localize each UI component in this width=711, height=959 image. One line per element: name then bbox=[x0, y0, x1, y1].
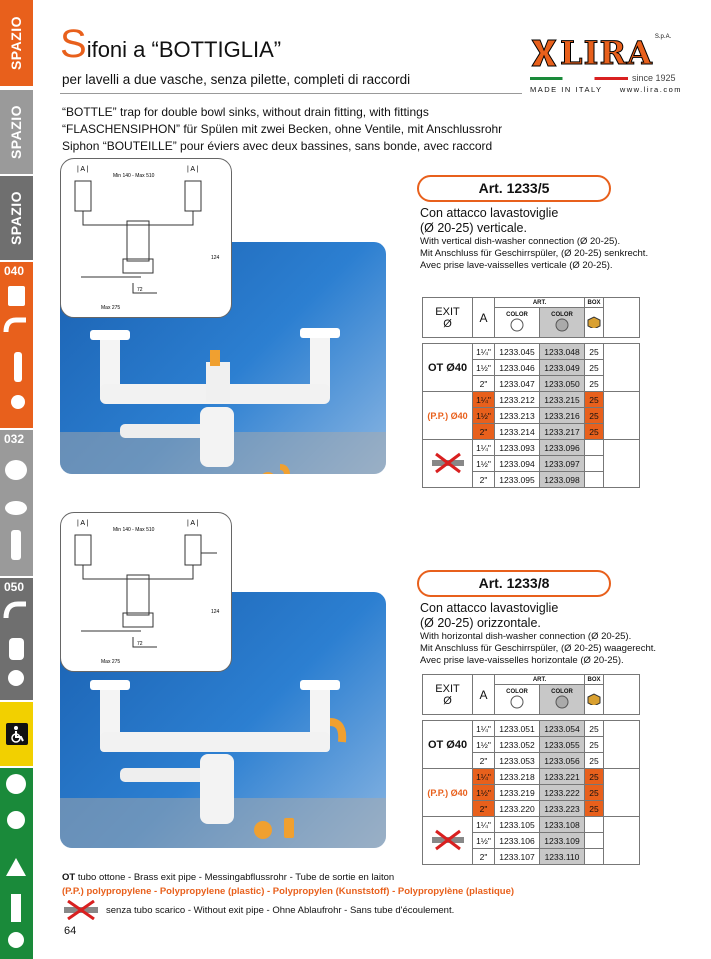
article-1233-5-label: Art. 1233/5 bbox=[417, 175, 611, 202]
no-exit-pipe-icon bbox=[423, 440, 473, 488]
basin-icons bbox=[0, 430, 33, 576]
sink-icons bbox=[0, 262, 33, 428]
desc-fr: Siphon “BOUTEILLE” pour éviers avec deux bassines, sans bonde, avec raccord bbox=[62, 139, 493, 153]
spec-table-1233-5: EXIT Ø A ART. BOX COLOR COLOR OT Ø40 1¼" 1233.045 1233.048 25 1½" 1233.046 1233.049 25 2" 1233.047 1233.050 25 (P.P.) Ø40 1¼" 1233.212 1233.215 25 1½" 1233.213 1233.216 25 2" 1233.214 1233.217 25 1¼" 1233.093 1233.096 1½" 1233.094 1233.097 2" 1233.095 1233.098 bbox=[422, 297, 640, 488]
desc-de: “FLASCHENSIPHON” für Spülen mit zwei Becken, ohne Ventile, mit Anschlussrohr bbox=[62, 122, 503, 136]
svg-text:| A |: | A | bbox=[77, 166, 89, 173]
wc-icons bbox=[0, 578, 33, 700]
dimension-drawing-2 bbox=[61, 513, 232, 672]
svg-text:72: 72 bbox=[137, 641, 143, 647]
legend-ot: OT tubo ottone - Brass exit pipe - Messingabflussrohr - Tube de sortie en laiton bbox=[62, 872, 395, 883]
no-exit-pipe-icon bbox=[423, 817, 473, 865]
svg-text:124: 124 bbox=[211, 609, 220, 615]
svg-text:Min 140 - Max 510: Min 140 - Max 510 bbox=[113, 173, 155, 179]
legend-pp: (P.P.) polypropylene - Polypropylene (plastic) - Polypropylen (Kunststoff) - Polypropylène (plastique) bbox=[62, 886, 515, 897]
section-green[interactable] bbox=[0, 768, 33, 959]
article-1233-8-desc: Con attacco lavastoviglie (Ø 20-25) orizzontale. With horizontal dish-washer connection (Ø 20-25). Mit Anschluss für Geschirrspüler, (Ø 20-25) waagerecht. Avec prise lave-vaisselles horizontale (Ø 20-25). bbox=[420, 601, 657, 666]
section-040[interactable]: 040 bbox=[0, 262, 33, 428]
legend-no-exit: senza tubo scarico - Without exit pipe - Ohne Ablaufrohr - Sans tube d'écoulement. bbox=[62, 900, 454, 920]
page-number: 64 bbox=[64, 925, 77, 937]
article-1233-5-desc: Con attacco lavastoviglie (Ø 20-25) verticale. With vertical dish-washer connection (Ø 20-25). Mit Anschluss für Geschirrspüler, (Ø 20-25) senkrecht. Avec prise lave-vaisselles verticale (Ø 20-25). bbox=[420, 206, 649, 271]
box-icon bbox=[587, 316, 601, 328]
exit-header: EXIT Ø bbox=[423, 298, 473, 338]
lira-logo: LIRA S.p.A. since 1925 MADE IN ITALY www.lira.com bbox=[530, 34, 682, 94]
box-icon bbox=[587, 693, 601, 705]
header-divider bbox=[60, 93, 522, 94]
wheelchair-icon bbox=[6, 723, 28, 745]
drain-icons bbox=[0, 768, 33, 959]
page-title: Sifoni a “BOTTIGLIA” bbox=[60, 22, 282, 66]
no-exit-pipe-icon bbox=[62, 900, 100, 920]
technical-drawing-1233-8 bbox=[60, 512, 232, 672]
article-1233-8-label: Art. 1233/8 bbox=[417, 570, 611, 597]
sidebar bbox=[0, 0, 33, 959]
svg-text:Max 275: Max 275 bbox=[101, 305, 121, 311]
tab-spazio-dark[interactable]: SPAZIO bbox=[0, 176, 33, 260]
svg-text:124: 124 bbox=[211, 255, 220, 261]
svg-text:72: 72 bbox=[137, 287, 143, 293]
italian-flag-stripe bbox=[530, 77, 628, 80]
tab-spazio-orange[interactable]: SPAZIO bbox=[0, 0, 33, 86]
svg-text:| A |: | A | bbox=[77, 520, 89, 527]
svg-text:| A |: | A | bbox=[187, 520, 199, 527]
section-032[interactable]: 032 bbox=[0, 430, 33, 576]
section-050[interactable]: 050 bbox=[0, 578, 33, 700]
svg-text:| A |: | A | bbox=[187, 166, 199, 173]
page-subtitle: per lavelli a due vasche, senza pilette, completi di raccordi bbox=[62, 72, 411, 87]
disabled-access-tab[interactable] bbox=[0, 702, 33, 766]
svg-text:Max 275: Max 275 bbox=[101, 659, 121, 665]
dimension-drawing bbox=[61, 159, 232, 318]
svg-text:Min 140 - Max 510: Min 140 - Max 510 bbox=[113, 527, 155, 533]
lira-x-mark bbox=[530, 38, 558, 68]
desc-en: “BOTTLE” trap for double bowl sinks, without drain fitting, with fittings bbox=[62, 105, 429, 119]
technical-drawing-1233-5 bbox=[60, 158, 232, 318]
tab-spazio-gray[interactable]: SPAZIO bbox=[0, 90, 33, 174]
spec-table-1233-8: EXIT Ø A ART. BOX COLOR COLOR OT Ø40 1¼" 1233.051 1233.054 25 1½" 1233.052 1233.055 25 2" 1233.053 1233.056 25 (P.P.) Ø40 1¼" 1233.218 1233.221 25 1½" 1233.219 1233.222 25 2" 1233.220 1233.223 25 1¼" 1233.105 1233.108 1½" 1233.106 1233.109 2" 1233.107 1233.110 bbox=[422, 674, 640, 865]
